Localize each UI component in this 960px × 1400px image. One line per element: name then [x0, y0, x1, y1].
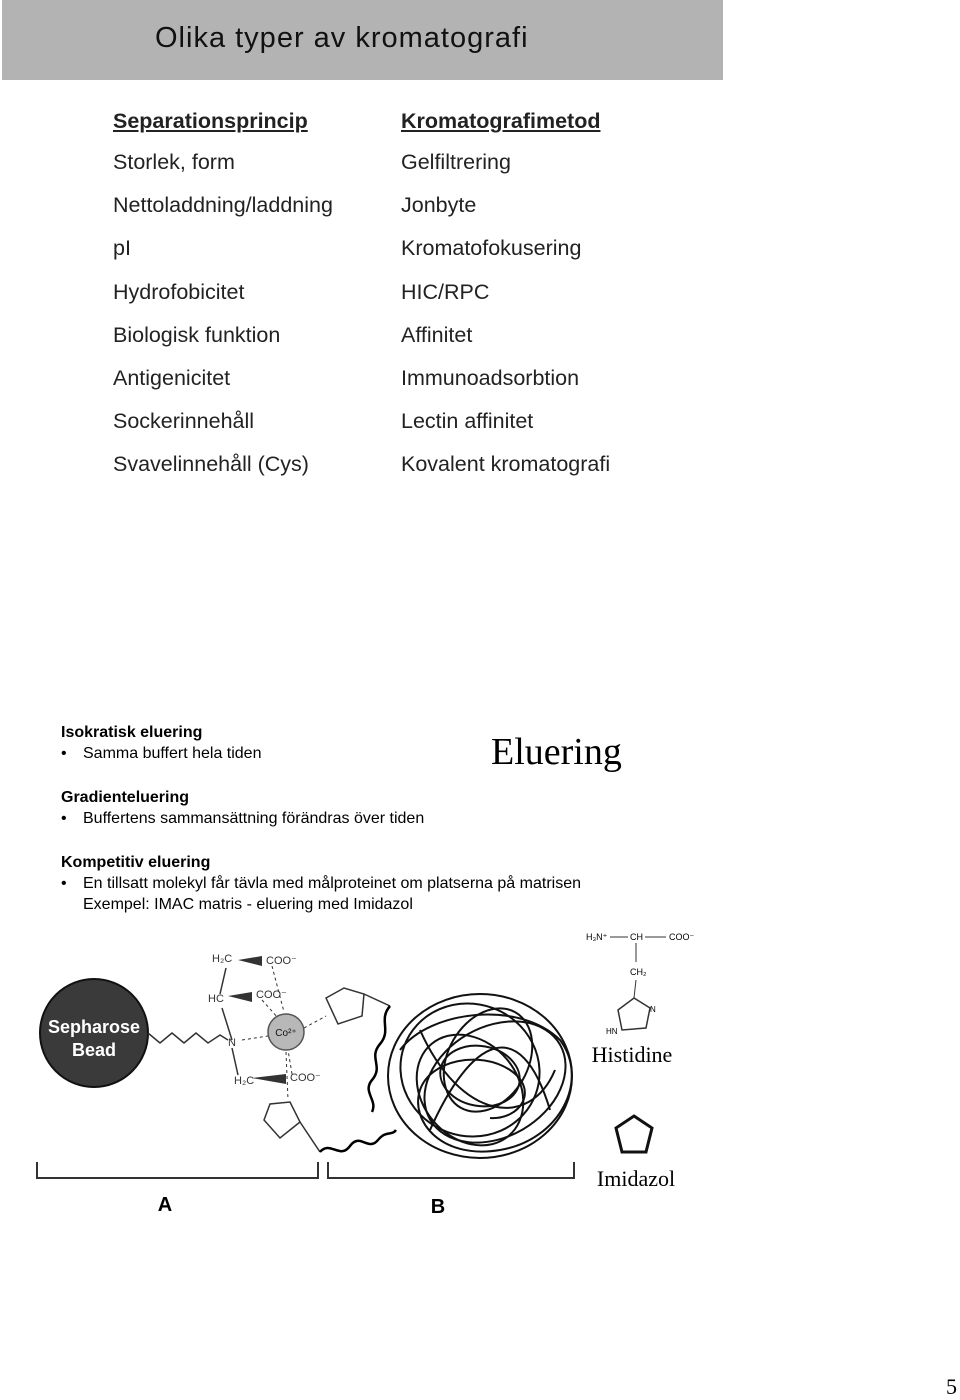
gradient-bullet: • Buffertens sammansättning förändras över tiden [61, 810, 424, 831]
method-header: Kromatografimetod [401, 109, 601, 133]
elution-heading: Eluering [491, 731, 622, 773]
principle-cell: Svavelinnehåll (Cys) [113, 452, 309, 477]
title-bar [2, 0, 723, 80]
principle-cell: Hydrofobicitet [113, 279, 245, 304]
principle-header: Separationsprincip [113, 109, 308, 133]
h2c-bottom-label: H₂C [234, 1075, 255, 1087]
imidazole-ring-upper [326, 988, 364, 1024]
competitive-section [61, 854, 581, 917]
coo-top-label: COO⁻ [266, 955, 297, 967]
isocratic-bullet: • Samma buffert hela tiden [61, 745, 261, 766]
his-n-label: N [650, 1005, 656, 1014]
target-protein [382, 984, 588, 1167]
gradient-title: Gradienteluering [61, 789, 190, 806]
bracket-a [37, 1162, 318, 1178]
his-h3n-label: H₃N⁺ [586, 932, 608, 942]
page-number: 5 [946, 1374, 957, 1399]
imac-figure [0, 920, 960, 1220]
coo-mid-label: COO⁻ [256, 989, 287, 1001]
method-cell: Kromatofokusering [401, 236, 582, 261]
his-ch-label: CH [630, 932, 643, 942]
label-a: A [157, 1194, 173, 1216]
method-cell: Gelfiltrering [401, 150, 511, 174]
imidazol-ring [616, 1116, 652, 1152]
method-column [401, 108, 610, 495]
method-cell: HIC/RPC [401, 279, 490, 304]
method-cell: Kovalent kromatografi [401, 452, 611, 477]
competitive-bullet: • En tillsatt molekyl får tävla med målproteinet om platserna på matrisen [61, 875, 581, 896]
principle-cell: Biologisk funktion [113, 322, 281, 347]
isocratic-title: Isokratisk eluering [61, 724, 203, 741]
bead-label-line2: Bead [71, 1040, 117, 1060]
principle-cell: Sockerinnehåll [113, 409, 255, 434]
method-cell: Jonbyte [401, 193, 477, 218]
competitive-example: Exempel: IMAC matris - eluering med Imidazol [83, 896, 413, 913]
hc-label: HC [208, 993, 224, 1005]
isocratic-section [61, 724, 261, 766]
competitive-title: Kompetitiv eluering [61, 854, 211, 871]
histidine-ring [618, 998, 650, 1030]
cobalt-label: Co²⁺ [275, 1028, 297, 1039]
bracket-b [328, 1162, 574, 1178]
method-cell: Immunoadsorbtion [401, 365, 580, 390]
gradient-section [61, 789, 424, 831]
principle-cell: Antigenicitet [113, 365, 231, 390]
imidazol-label: Imidazol [596, 1166, 676, 1191]
principle-cell: pI [113, 236, 131, 261]
h2c-top-label: H₂C [212, 953, 233, 965]
his-tag-linker-lower [320, 1130, 396, 1152]
principle-cell: Nettoladdning/laddning [113, 193, 333, 218]
label-b: B [430, 1196, 446, 1218]
principle-cell: Storlek, form [113, 150, 235, 174]
coo-bottom-label: COO⁻ [290, 1072, 321, 1084]
imidazole-ring-lower [264, 1102, 300, 1138]
page-title: Olika typer av kromatografi [155, 22, 529, 54]
spacer-arm [148, 1033, 228, 1043]
his-coo-label: COO⁻ [669, 932, 695, 942]
method-cell: Lectin affinitet [401, 409, 534, 434]
method-cell: Affinitet [401, 322, 473, 347]
principle-column [113, 108, 333, 495]
n-center-label: N [228, 1037, 236, 1049]
his-hn-label: HN [606, 1027, 618, 1036]
histidine-label: Histidine [591, 1042, 673, 1067]
his-tag-linker-upper [369, 1006, 390, 1112]
his-ch2-label: CH₂ [630, 967, 647, 977]
bead-label-line1: Sepharose [47, 1017, 141, 1037]
